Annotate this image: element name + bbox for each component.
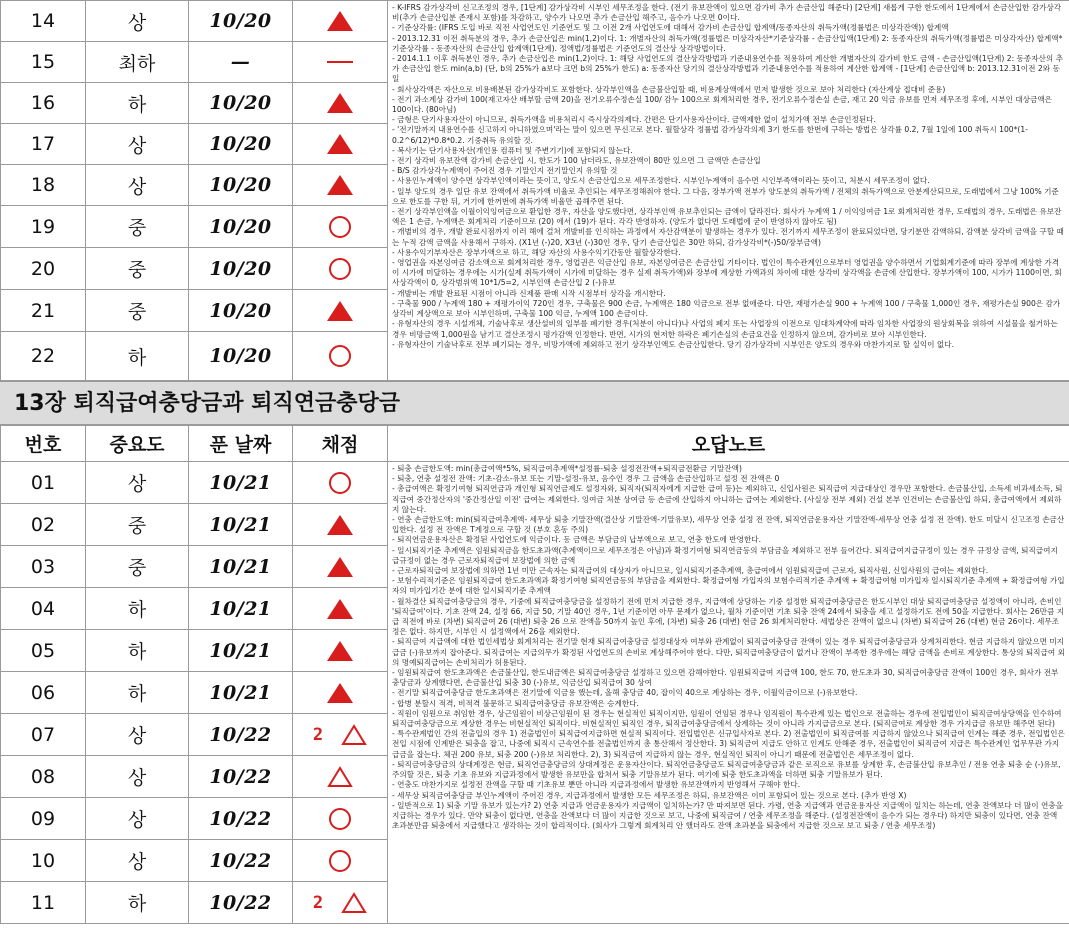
circle-mark-icon <box>329 345 351 367</box>
note-line: - 구축물 900 / 누계액 180 + 재평가이익 720인 경우, 구축물은 900 손금, 누계액은 180 익금으로 전부 없애준다. 다만, 재평가손실 900 + 누계액 100 / 구축물 1,000인 경우, 재평가손실 900은 감가상각비 계상액으로 보아 시부인하며, 구축물 100 익금, 누계액 100 손금이다. <box>392 298 1061 319</box>
header-score: 채점 <box>293 426 388 462</box>
note-line: - 일부 양도의 경우 일단 유보 잔액에서 취득가액 비율로 추인되는 세무조정해줘야 한다. 그 다음, 장부가액 전부가 양도분의 취득가액 / 전체의 취득가액으로 안분계산되므로, 도래법에서 그냥 100% 기준으로 한도를 구한 뒤, 거기에 한꺼번에 취득가액 비율만 곱해주면 된다. <box>392 186 1059 206</box>
row-importance: 하 <box>86 588 189 630</box>
row-score <box>293 462 388 504</box>
row-date: 10/22 <box>189 882 293 924</box>
row-number: 20 <box>1 248 86 290</box>
row-date: — <box>189 42 293 83</box>
bottom-table-body <box>1 462 1069 924</box>
filled-triangle-icon <box>327 134 353 154</box>
note-line: - 사용수익기부자산은 장부가액으로 하고, 해당 자산의 사용수익기간동안 월할상각한다. <box>392 247 681 257</box>
row-score <box>293 714 388 756</box>
row-score <box>293 124 388 165</box>
circle-mark-icon <box>329 472 351 494</box>
note-line: - 전기말 퇴직급여충당금 한도초과액은 전기말에 익금용 했는데, 올해 충당금 40, 잡이익 40으로 계상하는 경우, 이월익금이므로 (-)유보한다. <box>392 688 858 698</box>
retry-count: 2 <box>312 724 324 745</box>
note-line: - 전기 상각비 유보잔액 감가비 손금산입 시, 한도가 100 남더라도, 유보잔액이 80만 있으면 그 금액만 손금산입 <box>392 156 761 166</box>
row-score <box>293 546 388 588</box>
row-importance: 중 <box>86 248 189 290</box>
filled-triangle-icon <box>327 11 353 31</box>
row-number: 02 <box>1 504 86 546</box>
row-date: 10/20 <box>189 290 293 332</box>
row-number: 18 <box>1 165 86 206</box>
row-number: 11 <box>1 882 86 924</box>
row-number: 14 <box>1 1 86 42</box>
note-line: - K-IFRS 감가상각비 신고조정의 경우, [1단계] 감가상각비 시부인 세무조정을 한다. (전기 유보잔액이 있으면 감가비 추가 손금산입 해준다) [2단계] 새롭게 구한 한도에서 1단계에서 손금산입한 감가상각비(추가 손금산입분 존재시 포함)를 차감하고, 양수가 나오면 추가 손금산입 해주고, 음수가 나오면 0이다. <box>392 3 1062 23</box>
row-importance: 상 <box>86 124 189 165</box>
row-number: 06 <box>1 672 86 714</box>
top-notes-list <box>392 3 1065 350</box>
note-line: - 월차결산 퇴직급여충당금의 경우, 기중에 퇴직급여충당금을 설정하기 전에 먼저 지급한 경우, 지급액에 상당하는 기중 설정한 퇴직급여충당금은 한도시부인 대상 퇴직급여충당금 설정액이 아니라, 손비인 '퇴직급여'이다. 기초 잔액 24, 설정 66, 지급 50, 기말 40인 경우, 1년 기준이면 아무 문제가 없으나, 월차 기준이면 기초 퇴충 잔액 24에서 퇴충을 세고 설정하기도 전에 50을 지급한다. 회사는 26만큼 지급 직전에 바로 (차변) 퇴직급여 26 (대변) 퇴충 26 으로 잔액을 50까지 높인 후에, (차변) 퇴충 26 (대변) 현금 26 회계처리한다. 세법상은 잔액이 없으니 (차변) 퇴직급여 26 (대변) 현금 26이다. 세무조정은 없다. 하지만, 시부인 시 설정액에서 26을 제외한다. <box>392 596 1065 637</box>
row-importance: 중 <box>86 206 189 248</box>
note-line: - 일반적으로 1) 퇴충 기말 유보가 있는가? 2) 연충 지급과 연금운용자가 지급액이 일치하는가? 만 따져보면 된다. 가령, 연충 지급액과 연금운용자산 지급액이 일치는 하는데, 연충 잔액보다 더 많이 연충을 지급하는 경우가 있다. 만약 퇴충이 없다면, 연충을 잔액보다 더 많이 지급한 것으로 보고, 나중에 퇴직금여 / 연충 세무조정을 해준다. (설정전잔액이 음수가 되는 경우다) 하지만 퇴충이 있다면, 연충 잔액 초과분만큼 퇴충에서 지급했다고 생각하는 것이 합리적이다. (회사가 그렇게 회계처리 안 했더라도 잔액 초과분을 퇴충에서 지급한 것으로 보고 퇴충 / 연충 세무조정) <box>392 800 1063 831</box>
header-importance: 중요도 <box>86 426 189 462</box>
note-line: - 보험수리적기준은 임원퇴직급여 한도초과액과 확정기여형 퇴직연금등의 부담금을 제외한다. 확정급여형 가입자의 보험수리적기준 추계액 + 확정급여형 미가입자 일시퇴직기준 추계액 + 확정급여형 가입자의 미가입기간 분에 대한 일시퇴직기준 추계액 <box>392 576 1065 596</box>
row-importance: 상 <box>86 714 189 756</box>
note-line: - 임원퇴직급여 한도초과액은 손금불산입, 한도내금액은 퇴직급여충당금 설정하고 있으면 감해야한다. 임원퇴직급여 지급액 100, 한도 70, 한도초과 30, 퇴직급여충당금 잔액이 100인 경우, 회사가 전부 충당금과 상계했다면, 손금불산입 퇴충 30 (-)유보, 익금산입 퇴직급여 30 상여 <box>392 668 1059 688</box>
note-line: - 2013.12.31 이전 취득분의 경우, 추가 손금산입은 min(1,2)이다. 1: 개별자산의 취득가액(정률법은 미상각자산*기준상각률 - 손금산입액(1단계) 2: 동종자산의 취득가액(정률법은 미상각자산) 합계액*기준상각률 - 동종자산의 손금산입 합계액(1단계). 정액법/정률법은 기준연도의 결산상 상각방법이다. <box>392 33 1063 53</box>
row-importance: 하 <box>86 672 189 714</box>
row-importance: 상 <box>86 462 189 504</box>
row-score <box>293 798 388 840</box>
note-line: - 2014.1.1 이후 취득분인 경우, 추가 손금산입은 min(1,2)이다. 1: 해당 사업연도의 결산상각방법과 기준내용연수를 적용하여 계산한 개별자산의 감가비 한도 금액 - 손금산입액(1단계) 2: 동종자산의 추가 손금산입 한도 min(a,b) (단, b의 25%가 a보다 크면 b의 25%가 한도) a: 동종자산 당기의 결산상각방법과 기준내용연수를 적용하여 계산한 합계액 - [1단계] 손금산입액 b: 2013.12.31이전 2와 동일 <box>392 54 1063 84</box>
filled-triangle-icon <box>327 599 353 619</box>
row-date: 10/20 <box>189 124 293 165</box>
row-number: 07 <box>1 714 86 756</box>
row-importance: 중 <box>86 546 189 588</box>
row-date: 10/20 <box>189 248 293 290</box>
note-line: - 퇴직금여충당금의 상대계정은 현금, 퇴직연금충당금의 상대계정은 운용자산이다. 퇴직연금충당금도 퇴직급여충당금과 같은 로직으로 유보를 상계한 후, 손금불산입 유보추인 / 전용 연충 퇴충 순 (-)유보, 주의할 것은, 퇴충 기초 유보와 지급과정에서 발생한 유보만을 합쳐서 퇴충 기말유보가 된다. 여기에 퇴충 한도초과액을 더하면 퇴충 기말유보가 된다. <box>392 759 1061 780</box>
row-date: 10/21 <box>189 546 293 588</box>
row-importance: 상 <box>86 165 189 206</box>
filled-triangle-icon <box>327 515 353 535</box>
row-date: 10/22 <box>189 840 293 882</box>
row-date: 10/22 <box>189 798 293 840</box>
row-number: 22 <box>1 332 86 381</box>
filled-triangle-icon <box>327 301 353 321</box>
top-table <box>0 0 1069 381</box>
header-notes: 오답노트 <box>388 426 1069 462</box>
row-score <box>293 165 388 206</box>
note-line: - 퇴충, 연충 설정전 잔액: 기초-감소-유보 또는 기말-설정-유보, 음수인 경우 그 금액을 손금산입하고 설정 전 잔액은 0 <box>392 474 780 484</box>
row-date: 10/21 <box>189 672 293 714</box>
row-number: 03 <box>1 546 86 588</box>
row-date: 10/20 <box>189 1 293 42</box>
note-line: - 복사기는 단기사용자산(개인용 컴퓨터 및 주변기기)에 포함되지 않는다. <box>392 145 633 155</box>
row-score <box>293 588 388 630</box>
row-score <box>293 756 388 798</box>
note-line: - B/S 감가상각누계액이 주어진 경우 기말인지 전기말인지 유의할 것 <box>392 166 618 176</box>
row-score <box>293 83 388 124</box>
filled-triangle-icon <box>327 557 353 577</box>
top-notes-cell <box>388 1 1069 381</box>
row-importance: 상 <box>86 1 189 42</box>
top-table-body <box>1 1 1069 381</box>
row-number: 10 <box>1 840 86 882</box>
row-number: 21 <box>1 290 86 332</box>
note-line: - 일시퇴직기준 추계액은 임원퇴직금을 한도초과액(추계액이므로 세무조정은 아님)과 확정기여형 퇴직연금등의 부담금을 제외하고 전부 들어간다. 퇴직급여지급규정이 있는 경우 규정상 금액, 퇴직급여지급규정이 없는 경우 근로자퇴직급여 보장법에 의한 금액 <box>392 545 1058 565</box>
filled-triangle-icon <box>327 683 353 703</box>
row-score <box>293 332 388 381</box>
bottom-notes-list <box>392 464 1065 831</box>
circle-mark-icon <box>329 850 351 872</box>
note-line: - 세무상 퇴직금여충당금 부인누계액이 주어진 경우, 지급과정에서 발생한 모든 세무조정은 하되, 유보잔액은 이미 포함되어 있는 것으로 본다. (추가 반영 X) <box>392 790 907 800</box>
note-line: - 개별비의 경우, 개발 완료시점까지 이러 해에 걸쳐 개발비를 인식하는 과정에서 자산감액분이 발생하는 경우가 있다. 전기까지 세무조정이 완료되었다면, 당기분만 감액하되, 감액분 상각비 금액을 구할 때는 누적 감액 금액을 사용해서 구하자. (X1년 (-)20, X3년 (-)30인 경우, 당기 손금산입은 30만 하되, 감가상각비*(-)50/장부금액) <box>392 227 1064 247</box>
row-score <box>293 504 388 546</box>
section-title: 13장 퇴직급여충당금과 퇴직연금충당금 <box>0 381 1069 425</box>
row-number: 17 <box>1 124 86 165</box>
note-line: - 근로자퇴직급여 보장법에 의하면 1년 미만 근속자는 퇴직급여의 대상자가 아니므로, 일시퇴직기준추계액, 총급여에서 임원퇴직급여 근로자, 퇴직사원, 신입사원의 급여는 제외한다. <box>392 566 989 576</box>
row-score <box>293 882 388 924</box>
row-date: 10/21 <box>189 630 293 672</box>
row-importance: 중 <box>86 290 189 332</box>
row-importance: 상 <box>86 798 189 840</box>
outline-triangle-icon <box>341 892 367 914</box>
note-line: - 영업권을 자본잉여금 감소액으로 회계처리한 경우, 영업권은 익금산입 유보, 자본잉여금은 손금산입 기타이다. 법인이 특수관계인으로부터 영업권을 양수하면서 기업회계기준에 따라 장부에 계상한 가격이 시가에 미달하는 경우에는 시가(실제 취득가액이 시가에 미달하는 경우 실제 취득가액)와 장부에 계상한 가액과의 차이에 대한 상각비 상각액을 손금에 산입한다. 장부가액이 100, 시가가 1100이면, 회사상각액이 0, 상각범위액 10*1/5=2, 시부인액 손금산입 2 (-)유보 <box>392 258 1062 288</box>
row-date: 10/20 <box>189 206 293 248</box>
row-score <box>293 672 388 714</box>
row-date: 10/21 <box>189 462 293 504</box>
note-line: - 기준상각률: (IFRS 도입 바로 직전 사업연도인 기준연도 및 그 이전 2개 사업연도에 대해서 감가비 손금산입 합계액/동종자산의 취득가액(정률법은 미상각잔액)) 합계액 <box>392 23 949 33</box>
note-line: - 유형자산이 기술낙후로 전부 폐기되는 경우, 비망가액에 제외하고 전기 상각부인액도 손금산입한다. 당기 감가상각비 시부인은 양도의 경우와 마찬가지로 할 실익이 없다. <box>392 339 954 349</box>
row-importance: 상 <box>86 756 189 798</box>
header-number: 번호 <box>1 426 86 462</box>
note-line: - 개발비는 개발 완료된 시점이 아니라 신제품 판매 시작 시점부터 상각을 개시한다. <box>392 288 666 298</box>
row-score <box>293 42 388 83</box>
row-number: 16 <box>1 83 86 124</box>
note-line: - 퇴직연금운용자산은 확정된 사업연도에 익금이다. 동 금액은 부담금의 납부액으로 보고, 연충 한도에 반영한다. <box>392 535 762 545</box>
note-line: - 합병 분할시 적격, 비적격 불문하고 퇴직급여충당금 유보잔액은 승계한다. <box>392 698 639 708</box>
note-line: - 유형자산의 경우 시설개체, 기술낙후로 생산설비의 일부를 폐기한 경우(처분이 아니다)나 사업의 폐지 또는 사업장의 이전으로 임대차계약에 따라 임차한 사업장의 원상회복을 위하여 시설물을 철거하는 경우 비망금액 1,000원을 남기고 결산조정시 평가감액 인정한다. 반면, 시가의 현저한 하락은 폐기손실의 손금요건을 인정하지 않으며, 감가비로 보아 시부인한다. <box>392 319 1058 339</box>
filled-triangle-icon <box>327 175 353 195</box>
row-importance: 하 <box>86 332 189 381</box>
row-date: 10/22 <box>189 714 293 756</box>
row-score <box>293 1 388 42</box>
row-importance: 하 <box>86 630 189 672</box>
row-date: 10/21 <box>189 504 293 546</box>
outline-triangle-icon <box>341 724 367 746</box>
note-line: - 전기 과소계상 감가비 100(재고자산 배부할 금액 20)을 전기오류수정손실 100/ 감누 100으로 회계처리한 경우, 전기오류수정손실 손금, 재고 20 익금 유보를 먼저 세무조정 후에, 시부인 대상금액은 100이다. (80아님) <box>392 94 1053 115</box>
outline-triangle-icon <box>327 766 353 788</box>
note-line: - 특수관계법인 간의 전출입의 경우 1) 전출법인이 퇴직급여지급하면 현실적 퇴직이다. 전입법인은 신규입사자로 본다. 2) 전출법인이 퇴직금여를 지급하지 않았으나 퇴직급여 인계는 해준 경우, 전입법인은 전입 시점에 인계받은 퇴충을 잡고, 나중에 퇴직시 근속연수를 전출법인까지 총 통산해서 정산한다. 3) 퇴직금여 지급도 안하고 인계도 안해준 경우, 전출법인이 퇴직금여 지급은 특수관계인 업무무관 가지급금을 잡는다. 체권 200 유보, 퇴충 200 (-)유보 처리한다. 2), 3) 퇴직금여 지급하지 않는 경우, 현실적인 퇴직이 아니기 때문에 전출법인은 세무조정이 없다. <box>392 729 1065 759</box>
note-line: - '전기말까지 내용연수를 신고하지 아니하였으며'라는 말이 있으면 무신고로 본다. 월할상각 정률법 감가상각의제 3기 한도를 한번에 구하는 방법은 상각률 0.2, 7월 1일에 100 취득시 100*(1-0.2^6/12)*0.8*0.2. 기중취득 유의할 것. <box>392 125 1028 145</box>
row-date: 10/22 <box>189 756 293 798</box>
note-line: - 전기 상각부인액을 이월이익잉여금으로 환입한 경우, 자산을 양도했다면, 상각부인액 유보추인되는 금액이 달라진다. 회사가 누계액 1 / 이익잉여금 1로 회계처리한 경우, 도래법의 경우, 도래법은 유보잔액은 1 손금, 누계액은 회계처리 기준이므로 (20) 에서 (19)가 된다. 각각 반영하자. (양도가 없다면 도래법에 굳이 반영하지 않아도 됨) <box>392 207 1062 227</box>
circle-mark-icon <box>329 808 351 830</box>
row-number: 05 <box>1 630 86 672</box>
row-score <box>293 248 388 290</box>
note-line: - 직원이 임원으로 취임한 경우, 상근임원이 비상근임원이 된 경우는 현실적인 퇴직이지만, 임원이 연임된 경우나 임직원이 특수관계 있는 법인으로 전출하는 경우에 전입법인이 퇴직금여상당액을 인수하여 퇴직급여충당금으로 계상한 경우는 비현실적인 퇴직이다. 비현실적인 퇴직인 경우, 퇴직급여충당금에서 상계하는 것이 아니라 가지급금으로 본다. (퇴직금여로 계상한 경우 가지급금 유보만 해주면 된다) <box>392 708 1062 729</box>
row-date: 10/20 <box>189 165 293 206</box>
row-number: 09 <box>1 798 86 840</box>
circle-mark-icon <box>329 258 351 280</box>
row-date: 10/21 <box>189 588 293 630</box>
row-importance: 최하 <box>86 42 189 83</box>
retry-count: 2 <box>312 892 324 913</box>
note-line: - 퇴충 손금한도액: min(총급여액*5%, 퇴직급여추계액*설정률-퇴충 설정전잔액+퇴직금전환금 기말잔액) <box>392 464 742 473</box>
note-line: - 금형은 단기사용자산이 아니므로, 취득가액을 비용처리시 즉시상각의제다. 간편은 단기사용자산이다. 금액제한 없이 설치가액 전부 손금인정된다. <box>392 115 876 125</box>
row-score <box>293 290 388 332</box>
note-line: - 퇴직금여 지급액에 대한 법인세법상 회계처리는 전기말 현재 퇴직급여충당금 설정대상자 여부와 관계없이 퇴직급여충당금 잔액이 있는 경우 퇴직급여충당금과 상계처리한다. 현금 지급하지 않았으면 미지급금 (-)유보까지 잡아준다. 퇴직급여는 지급의무가 확정된 사업연도의 손비로 계상해주어야 한다. 다만, 퇴직급여충당금이 없거나 잔액이 부족한 경우에는 해당 금액을 손비로 계상한다. 통상의 퇴직급여 외의 명예퇴직급여는 손비처리가 허용된다. <box>392 637 1065 667</box>
row-importance: 하 <box>86 83 189 124</box>
row-importance: 상 <box>86 840 189 882</box>
note-line: - 사용인누계액이 양수면 상각부인액이라는 뜻이고, 양도시 손금산입으로 세무조정한다. 시부인누계액이 음수면 시인부족액이라는 뜻이고, 처분시 세무조정이 없다. <box>392 176 930 186</box>
row-number: 08 <box>1 756 86 798</box>
row-score <box>293 630 388 672</box>
row-importance: 중 <box>86 504 189 546</box>
row-score <box>293 206 388 248</box>
note-line: - 연충도 마찬가지로 설정전 잔액을 구할 때 기초유보 뿐만 아니라 지급과정에서 발생한 유보잔액까지 반영해서 구해야 한다. <box>392 780 801 790</box>
row-number: 04 <box>1 588 86 630</box>
row-number: 19 <box>1 206 86 248</box>
note-line: - 회사상각액은 자산으로 비용배분된 감가상각비도 포함한다. 상각부인액을 손금불산입할 때, 비용계상액에서 먼저 발생한 것으로 보아 처리한다 (자산계상 접대비 준용) <box>392 84 946 94</box>
row-date: 10/20 <box>189 332 293 381</box>
row-date: 10/20 <box>189 83 293 124</box>
row-importance: 하 <box>86 882 189 924</box>
bottom-notes-cell <box>388 462 1069 924</box>
filled-triangle-icon <box>327 641 353 661</box>
note-line: - 총급여액은 확정기여형 퇴직연금과 개인형 퇴직연금제도 설정자와, 퇴직자(퇴직자에게 지급한 급여 등)는 제외하고, 신입사원은 퇴직급여 지급대상인 경우만 포함한다. 손금불산입, 소득세 비과세소득, 퇴직급여 중간정산자의 '중간정산일 이전' 급여는 제외한다. 잉여금 처분 상여금 등 손금에 산입하지 아니하는 급여는 제외한다. (사실상 전부 제외) 건설 본부 인건비는 손금불산입 하되, 총급여액에서 제외하지 않는다. <box>392 484 1063 514</box>
note-line: - 연충 손금한도액: min(퇴직급여추계액- 세무상 퇴충 기말잔액(결산상 기말잔액-기말유보), 세무상 연충 설정 전 잔액, 퇴직연금운용자산 기말잔액-세무상 연충 설정 전 잔액). 한도 미달시 신고조정 손금산입한다. 설정 전 잔액은 T계정으로 구할 것 (부호 혼동 주의) <box>392 515 1065 535</box>
row-score <box>293 840 388 882</box>
header-date: 푼 날짜 <box>189 426 293 462</box>
filled-triangle-icon <box>327 93 353 113</box>
row-number: 15 <box>1 42 86 83</box>
row-number: 01 <box>1 462 86 504</box>
bottom-table <box>0 425 1069 924</box>
circle-mark-icon <box>329 216 351 238</box>
dash-mark-icon <box>327 61 353 64</box>
